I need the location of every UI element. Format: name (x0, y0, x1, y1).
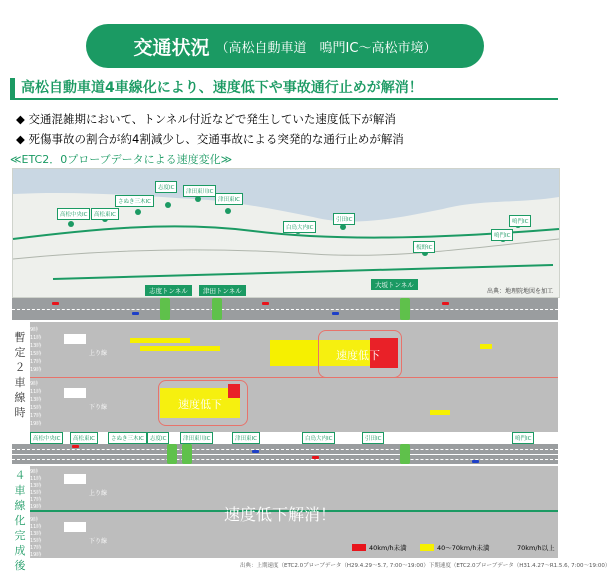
map-ic-label: さぬき三木IC (115, 195, 154, 207)
ic-row-label: 高松中央IC (30, 432, 63, 444)
map-ic-label: 板野IC (413, 241, 435, 253)
map-ic-label: 高松中央IC (57, 208, 90, 220)
ic-row-label: 津田東川IC (180, 432, 213, 444)
bullet-1: ◆ 交通混雑期において、トンネル付近などで発生していた速度低下が解消 (16, 112, 396, 126)
tick-label: 9時 (30, 469, 39, 475)
legend-swatch (352, 544, 366, 551)
tick-label: 9時 (30, 327, 39, 333)
down-direction-arrow (64, 522, 86, 532)
tick-label: 11時 (30, 389, 42, 395)
tick-label: 17時 (30, 497, 42, 503)
source-note: 出典：上期速度（ETC2.0プローブデータ（H29.4.29～5.7, 7:00～19:00）下期速度（ETC2.0プローブデータ（H31.4.27～R1.5.6, 7:00～19:00） (240, 563, 610, 569)
up-direction-arrow (64, 334, 86, 344)
map-graphic (13, 169, 559, 297)
car (312, 456, 319, 459)
congestion-cell (130, 338, 190, 343)
tick-label: 11時 (30, 335, 42, 341)
tunnel-label: 志度トンネル (145, 285, 192, 296)
before-side-label: 暫定２車線時 (14, 331, 26, 419)
ic-row-label: 高松東IC (70, 432, 98, 444)
tick-label: 17時 (30, 359, 42, 365)
tick-label: 13時 (30, 343, 42, 349)
car (262, 302, 269, 305)
tick-label: 15時 (30, 405, 42, 411)
tunnel-marker (160, 298, 170, 320)
after-side-label: ４車線化完成後 (14, 469, 26, 572)
slowdown-callout-up: 速度低下 (336, 349, 380, 362)
title-banner (86, 24, 484, 68)
tick-label: 15時 (30, 490, 42, 496)
map-ic-label: 津田東IC (215, 193, 243, 205)
road-strip-after (12, 444, 558, 464)
car (332, 312, 339, 315)
tunnel-marker (167, 444, 177, 464)
tick-label: 17時 (30, 545, 42, 551)
legend-label: 40km/h未満 (369, 544, 407, 552)
tick-label: 11時 (30, 476, 42, 482)
congestion-cell (480, 344, 492, 349)
tick-label: 11時 (30, 524, 42, 530)
legend-label: 70km/h以上 (517, 544, 555, 552)
section-divider (30, 377, 558, 378)
up-label: 上り線 (89, 350, 108, 357)
ic-row-label: 志度IC (147, 432, 169, 444)
ic-row-label: 鳴門IC (512, 432, 534, 444)
tick-label: 19時 (30, 552, 42, 558)
map-ic-label: 鳴門IC (509, 215, 531, 227)
tick-label: 9時 (30, 381, 39, 387)
car (442, 302, 449, 305)
ic-row (12, 432, 558, 442)
map-ic-label: 引田IC (333, 213, 355, 225)
median-line (12, 454, 558, 456)
tick-label: 17時 (30, 413, 42, 419)
car (252, 450, 259, 453)
tick-label: 15時 (30, 351, 42, 357)
map-ic-label: 白鳥大内IC (283, 221, 316, 233)
tunnel-marker (400, 298, 410, 320)
congestion-cell (430, 410, 450, 415)
car (132, 312, 139, 315)
legend-item-red (352, 543, 407, 552)
legend-swatch (420, 544, 434, 551)
car (472, 460, 479, 463)
down-label: 下り線 (89, 538, 108, 545)
lane-divider (12, 309, 558, 311)
tick-label: 13時 (30, 397, 42, 403)
map-ic-label: 志度IC (155, 181, 177, 193)
tick-label: 19時 (30, 367, 42, 373)
legend-swatch (500, 544, 514, 551)
map-credit: 出典：地理院地図を加工 (486, 288, 553, 295)
title-subtext: （高松自動車道 鳴門IC～高松市境） (215, 40, 437, 56)
probe-subtitle: ≪ETC2．0プローブデータによる速度変化≫ (10, 153, 233, 166)
up-direction-arrow (64, 474, 86, 484)
ic-row-label: 引田IC (362, 432, 384, 444)
tunnel-marker (182, 444, 192, 464)
congestion-cell (140, 346, 220, 351)
map-ic-label: 津田東川IC (183, 185, 216, 197)
legend-item-gray (500, 543, 555, 552)
map-ic-label: 鳴門IC (491, 229, 513, 241)
legend-label: 40～70km/h未満 (437, 544, 490, 552)
tunnel-label: 大坂トンネル (371, 279, 418, 290)
car (52, 302, 59, 305)
tick-label: 13時 (30, 531, 42, 537)
tick-label: 19時 (30, 421, 42, 427)
speed-panel-before (30, 322, 558, 432)
ic-row-label: さぬき三木IC (108, 432, 147, 444)
resolved-callout: 速度低下解消！ (224, 505, 337, 524)
headline: 高松自動車道4車線化により、速度低下や事故通行止めが解消！ (10, 78, 558, 100)
title-text: 交通状況 (133, 36, 210, 59)
tunnel-label: 津田トンネル (199, 285, 246, 296)
tick-label: 13時 (30, 483, 42, 489)
car (72, 445, 79, 448)
slowdown-callout-down: 速度低下 (178, 398, 222, 411)
ic-row-label: 白鳥大内IC (302, 432, 335, 444)
road-strip-before (12, 298, 558, 320)
bullet-2: ◆ 死傷事故の割合が約4割減少し、交通事故による突発的な通行止めが解消 (16, 132, 404, 146)
legend-item-yellow (420, 543, 489, 552)
tick-label: 9時 (30, 517, 39, 523)
tick-label: 19時 (30, 504, 42, 510)
down-label: 下り線 (89, 404, 108, 411)
map-ic-label: 高松東IC (91, 208, 119, 220)
route-map (12, 168, 560, 298)
up-label: 上り線 (89, 490, 108, 497)
lane-divider (12, 449, 558, 451)
ic-row-label: 津田東IC (232, 432, 260, 444)
tunnel-marker (400, 444, 410, 464)
down-direction-arrow (64, 388, 86, 398)
tick-label: 15時 (30, 538, 42, 544)
tunnel-marker (212, 298, 222, 320)
